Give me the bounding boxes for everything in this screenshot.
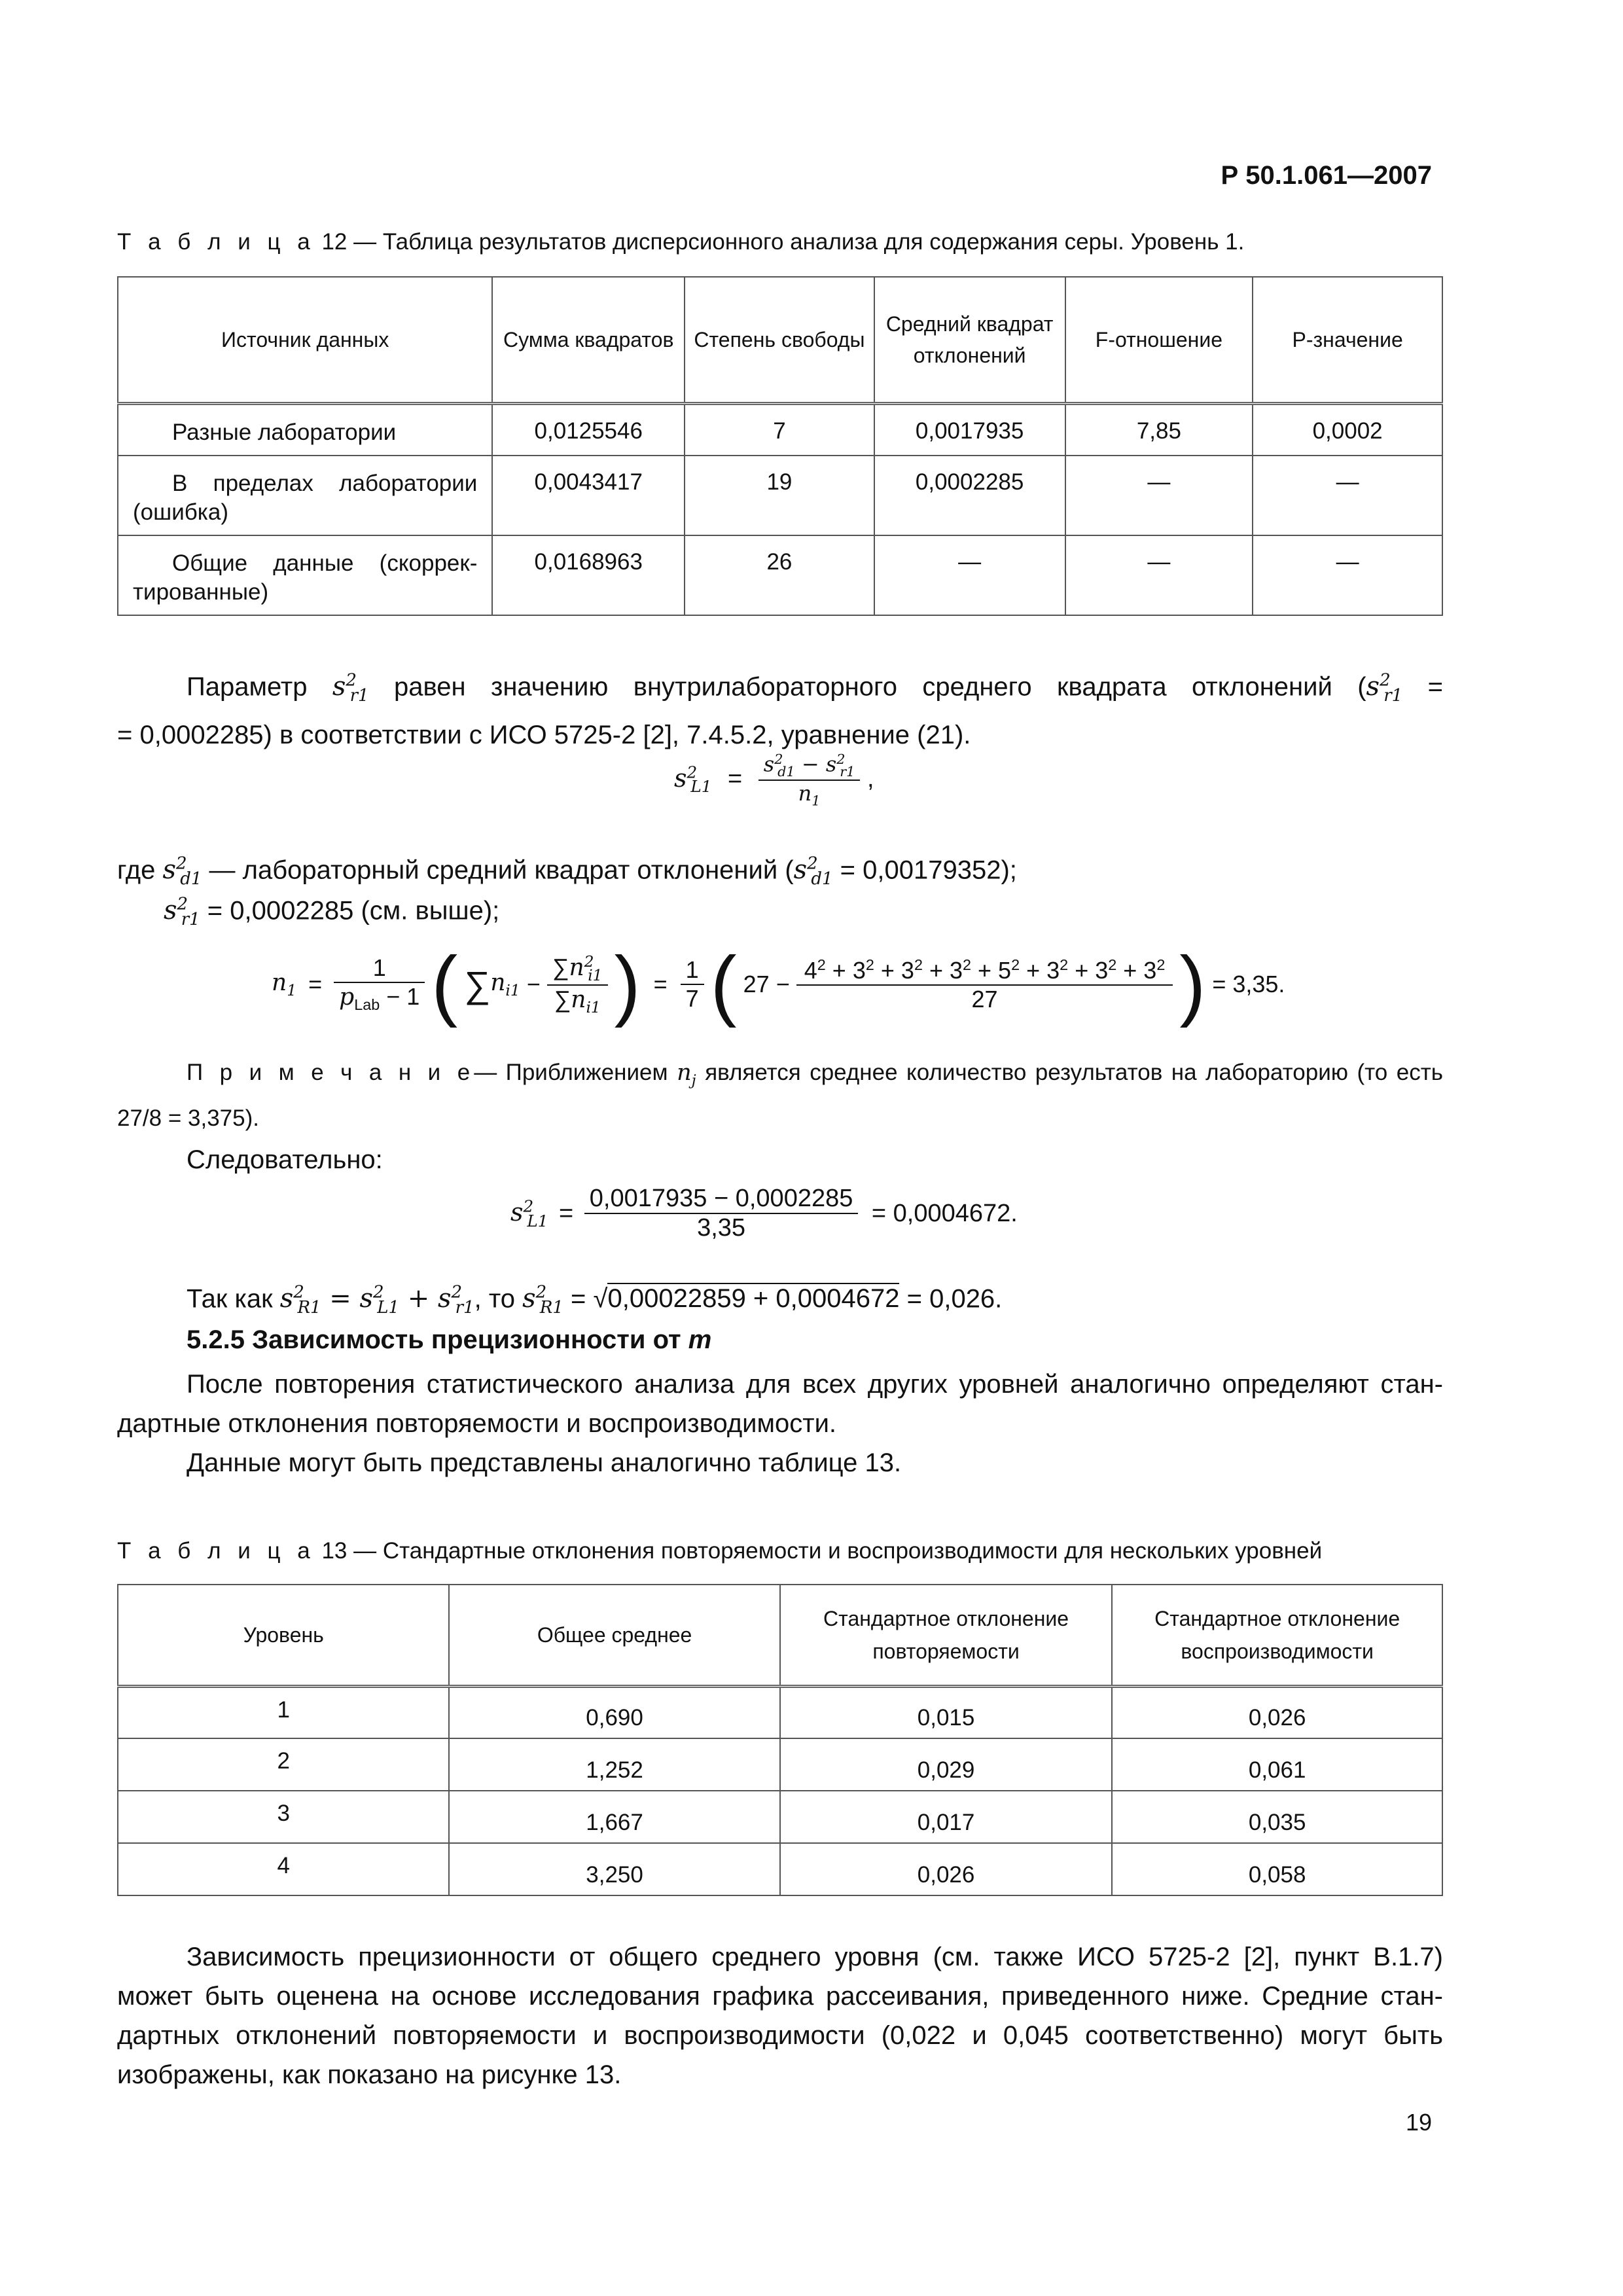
- cell-level: 1: [118, 1686, 449, 1738]
- formula-n1: $n_1$ = $\frac{1}{p_{Lab} - 1}$ ( $\sum n_{i1}$ − $\frac{\sum n^2_{i1}}{\sum n_{i1}}$ ) = $\frac{1}{7}$ ( 27 − $\frac{4^2 + 3^2 + 3^2 + 3^2 + 5^2 + 3^2 + 3^2 + 3^2}{27}$ ) = 3,35.: [272, 941, 1285, 1028]
- table-row: [118, 1738, 1442, 1791]
- table12-caption-text: 12 — Таблица результатов дисперсионного анализа для содержания серы. Уровень 1.: [321, 229, 1245, 255]
- cell-mean: 0,690: [449, 1686, 779, 1738]
- cell-source: Общие данные (скоррек-тированные): [118, 535, 492, 615]
- table-header-row: [118, 277, 1442, 403]
- cell-ms: —: [874, 535, 1065, 615]
- cell-source: Разные лаборатории: [118, 403, 492, 456]
- cell-f: —: [1065, 535, 1253, 615]
- table12-caption-prefix: Т а б л и ц а: [117, 229, 315, 255]
- table13-caption-prefix: Т а б л и ц а: [117, 1538, 315, 1564]
- col-header-ss: Сумма квадратов: [492, 277, 685, 403]
- cell-p: —: [1253, 535, 1442, 615]
- cell-mean: 1,252: [449, 1738, 779, 1791]
- cell-sR: 0,058: [1112, 1843, 1442, 1895]
- paragraph-after-repeat: После повторения статистического анализа для всех других уровней аналогично определяют стан- дартные отклонения повторяемости и воспроизводимости.: [117, 1370, 1443, 1438]
- col-header-mean: Общее среднее: [449, 1585, 779, 1686]
- col-header-df: Степень свободы: [685, 277, 874, 403]
- cell-p: —: [1253, 456, 1442, 535]
- col-header-sR: Стандартное отклонение воспроизводимости: [1112, 1585, 1442, 1686]
- col-header-source: Источник данных: [118, 277, 492, 403]
- table-row: [118, 535, 1442, 615]
- note: П р и м е ч а н и е— Приближением $n_j$ является среднее количество результатов на лабораторию (то есть 27/8 = 3,375).: [117, 1060, 1443, 1131]
- cell-sr: 0,029: [780, 1738, 1113, 1791]
- table-12: [117, 276, 1443, 616]
- cell-level: 2: [118, 1738, 449, 1791]
- cell-sr: 0,017: [780, 1791, 1113, 1843]
- cell-mean: 1,667: [449, 1791, 779, 1843]
- table-header-row: [118, 1585, 1442, 1686]
- page-number: 19: [1405, 2109, 1432, 2136]
- cell-ss: 0,0043417: [492, 456, 685, 535]
- table13-caption: [117, 1538, 1322, 1564]
- table-row: [118, 403, 1442, 456]
- cell-ss: 0,0125546: [492, 403, 685, 456]
- col-header-p: P-значение: [1253, 277, 1442, 403]
- where-line: где $s^2_{d1}$ — лабораторный средний квадрат отклонений $(s^2_{d1} = 0,00179352)$;: [117, 854, 1017, 889]
- table12-caption: [117, 229, 1244, 255]
- cell-df: 7: [685, 403, 874, 456]
- col-header-ms: Средний квадрат отклонений: [874, 277, 1065, 403]
- table-row: [118, 1791, 1442, 1843]
- cell-ss: 0,0168963: [492, 535, 685, 615]
- cell-f: 7,85: [1065, 403, 1253, 456]
- cell-f: —: [1065, 456, 1253, 535]
- formula-sl1: $s^2_{L1}$ = $\frac{s^2_{d1} - s^2_{r1}}{n_1}$ ,: [674, 751, 874, 809]
- hence-label: Следовательно:: [187, 1145, 383, 1174]
- cell-sR: 0,061: [1112, 1738, 1442, 1791]
- cell-ms: 0,0017935: [874, 403, 1065, 456]
- cell-df: 26: [685, 535, 874, 615]
- cell-df: 19: [685, 456, 874, 535]
- col-header-f: F-отношение: [1065, 277, 1253, 403]
- formula-sl1-value: $s^2_{L1}$ = $\frac{0,0017935 - 0,0002285}{3,35}$ = 0,0004672.: [510, 1185, 1018, 1242]
- cell-ms: 0,0002285: [874, 456, 1065, 535]
- table13-caption-text: 13 — Стандартные отклонения повторяемости и воспроизводимости для нескольких уровней: [321, 1538, 1323, 1564]
- cell-level: 3: [118, 1791, 449, 1843]
- document-number: Р 50.1.061—2007: [1221, 161, 1432, 190]
- cell-level: 4: [118, 1843, 449, 1895]
- table-row: [118, 1686, 1442, 1738]
- cell-sR: 0,026: [1112, 1686, 1442, 1738]
- paragraph-precision-dependence: Зависимость прецизионности от общего среднего уровня (см. также ИСО 5725-2 [2], пункт В.1.7) может быть оценена на основе исследования графика рассеивания, приведенного ниже. Средние стан- дартных отклонений повторяемости и воспроизводимости (0,022 и 0,045 соответственно) могут быть изображены, как показано на рисунке 13.: [117, 1943, 1443, 2089]
- sr1-line: $s^2_{r1} = 0,0002285$ (см. выше);: [164, 895, 500, 930]
- since-line: Так как $s^2_{R1} = s^2_{L1} + s^2_{r1}$, то $s^2_{R1} = √0,00022859 + 0,0004672 = 0,026$.: [187, 1283, 1003, 1318]
- cell-sR: 0,035: [1112, 1791, 1442, 1843]
- section-heading: 5.2.5 Зависимость прецизионности от m: [187, 1325, 712, 1354]
- cell-sr: 0,026: [780, 1843, 1113, 1895]
- paragraph-parameter: Параметр $s^2_{r1}$ равен значению внутрилабораторного среднего квадрата отклонений ($s^2_{r1}$ = = 0,0002285) в соответствии с ИСО 5725-2 [2], 7.4.5.2, уравнение (21).: [117, 671, 1443, 750]
- col-header-level: Уровень: [118, 1585, 449, 1686]
- table-13: [117, 1584, 1443, 1896]
- col-header-sr: Стандартное отклонение повторяемости: [780, 1585, 1113, 1686]
- cell-p: 0,0002: [1253, 403, 1442, 456]
- paragraph-data-presented: Данные могут быть представлены аналогично таблице 13.: [187, 1448, 902, 1477]
- cell-mean: 3,250: [449, 1843, 779, 1895]
- cell-sr: 0,015: [780, 1686, 1113, 1738]
- cell-source: В пределах лаборатории (ошибка): [118, 456, 492, 535]
- table-row: [118, 1843, 1442, 1895]
- table-row: [118, 456, 1442, 535]
